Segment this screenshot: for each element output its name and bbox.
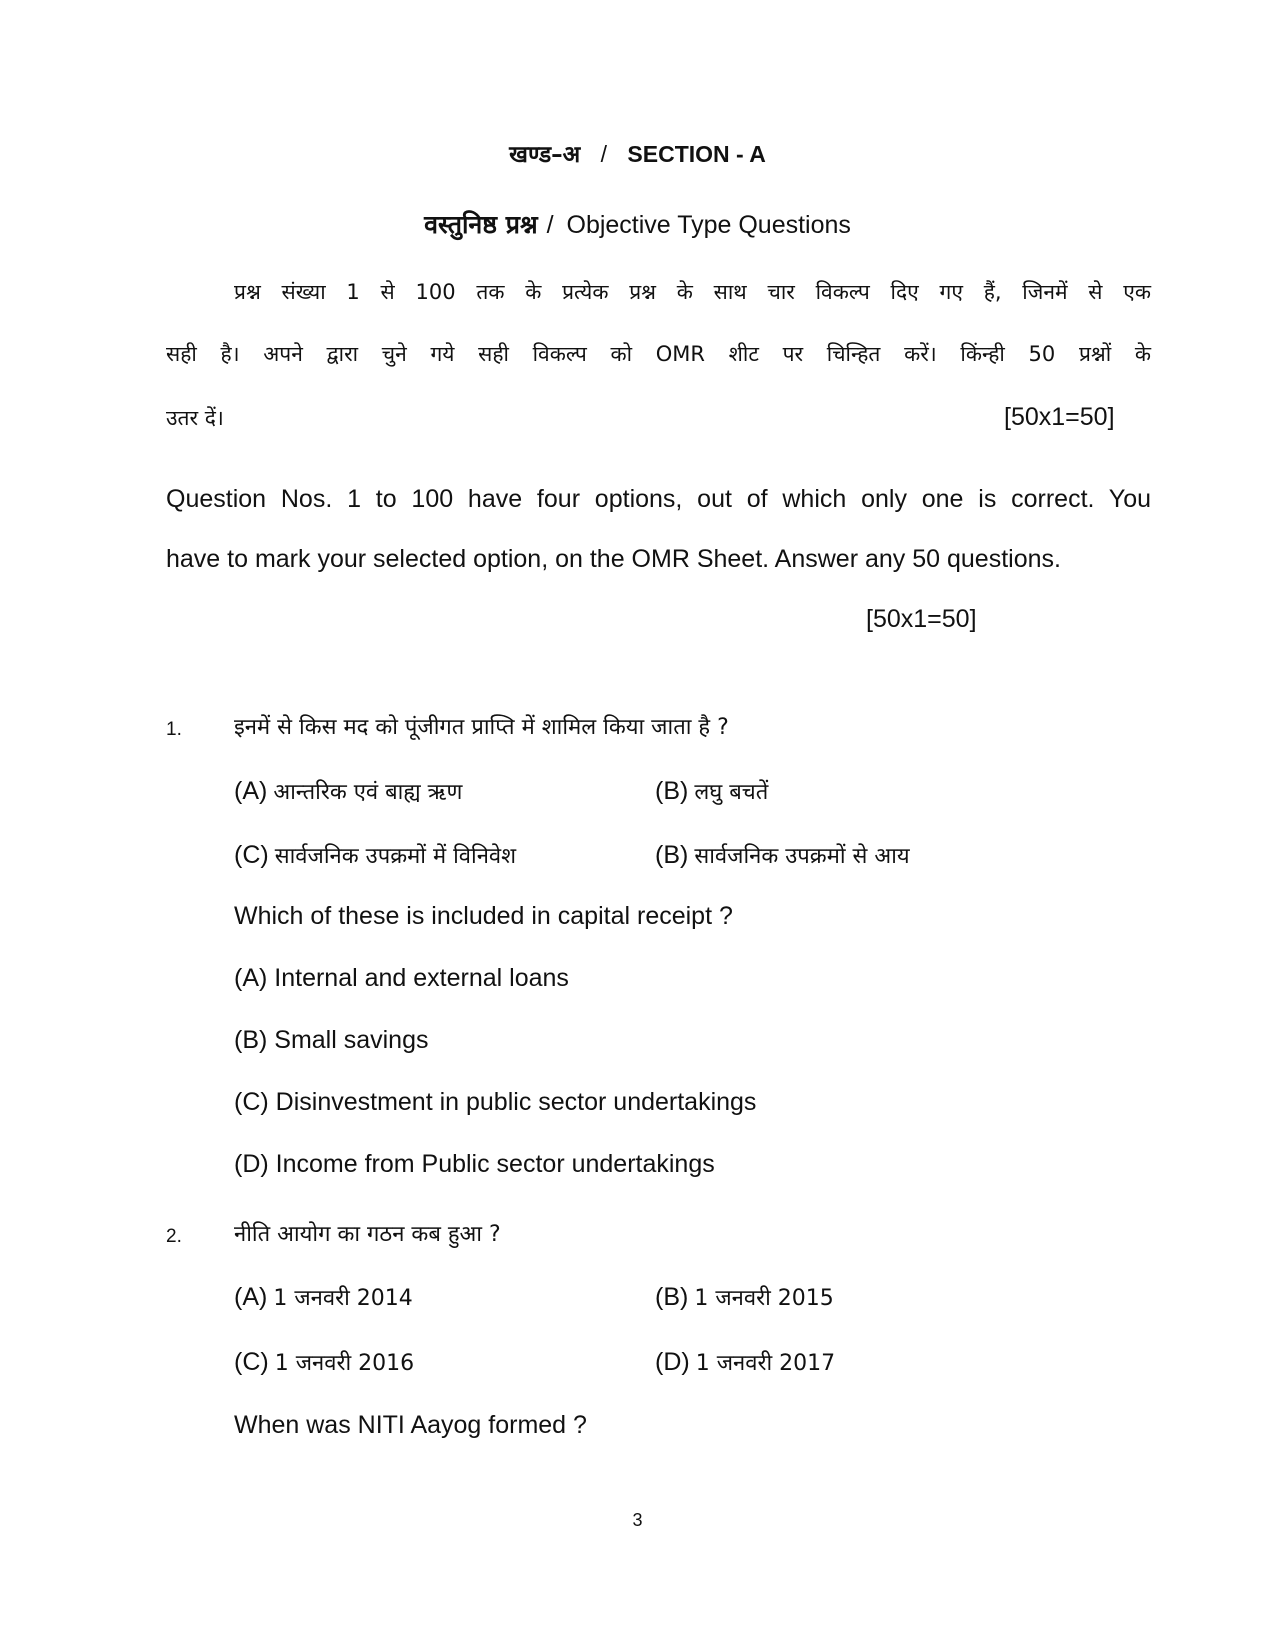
option-text: लघु बचतें bbox=[694, 780, 769, 805]
objective-slash: / bbox=[546, 211, 554, 239]
hindi-instruction-line-3: उतर दें। bbox=[166, 406, 224, 430]
option-label: (A) bbox=[234, 1283, 268, 1311]
question-2-english: When was NITI Aayog formed ? bbox=[234, 1411, 587, 1439]
option-label: (B) bbox=[655, 777, 689, 805]
question-2-hindi: नीति आयोग का गठन कब हुआ ? bbox=[234, 1222, 501, 1247]
option-label: (C) bbox=[234, 841, 269, 869]
question-1-hindi: इनमें से किस मद को पूंजीगत प्राप्ति में शामिल किया जाता है ? bbox=[234, 715, 729, 740]
option-text: 1 जनवरी 2017 bbox=[695, 1351, 836, 1376]
option-label: (A) bbox=[234, 777, 268, 805]
option-text: सार्वजनिक उपक्रमों में विनिवेश bbox=[274, 844, 517, 869]
q2-hindi-option-a bbox=[234, 1282, 413, 1312]
q1-english-option-a: (A) Internal and external loans bbox=[234, 964, 569, 992]
option-label: (B) bbox=[655, 841, 689, 869]
q1-hindi-option-a bbox=[234, 776, 462, 806]
question-1-english: Which of these is included in capital receipt ? bbox=[234, 902, 733, 930]
objective-heading bbox=[0, 207, 1275, 241]
question-number: 1. bbox=[166, 719, 182, 740]
section-slash: / bbox=[600, 141, 608, 167]
objective-english-title: Objective Type Questions bbox=[566, 211, 851, 239]
section-english-title: SECTION - A bbox=[627, 141, 766, 167]
hindi-instruction-line-2: सही है। अपने द्वारा चुने गये सही विकल्प को OMR शीट पर चिन्हित करें। किंन्ही 50 प्रश्नों के bbox=[166, 342, 1151, 366]
option-text: 1 जनवरी 2014 bbox=[273, 1286, 413, 1311]
section-heading bbox=[0, 137, 1275, 169]
question-number: 2. bbox=[166, 1226, 182, 1247]
option-label: (C) bbox=[234, 1348, 269, 1376]
q2-hindi-option-b bbox=[655, 1282, 834, 1312]
english-instruction-line-2: have to mark your selected option, on the OMR Sheet. Answer any 50 questions. bbox=[166, 545, 1061, 573]
hindi-instruction-line-1: प्रश्न संख्या 1 से 100 तक के प्रत्येक प्रश्न के साथ चार विकल्प दिए गए हैं, जिनमें से एक bbox=[234, 280, 1151, 304]
q1-english-option-d: (D) Income from Public sector undertakings bbox=[234, 1150, 715, 1178]
q2-hindi-option-d bbox=[655, 1347, 835, 1377]
q1-hindi-option-d bbox=[655, 840, 910, 870]
q1-english-option-b: (B) Small savings bbox=[234, 1026, 429, 1054]
option-text: सार्वजनिक उपक्रमों से आय bbox=[694, 844, 910, 869]
page-number: 3 bbox=[632, 1510, 643, 1530]
section-hindi-title: खण्ड–अ bbox=[509, 142, 581, 168]
q1-hindi-option-b bbox=[655, 776, 768, 806]
objective-hindi-title: वस्तुनिष्ठ प्रश्न bbox=[424, 210, 538, 239]
option-text: 1 जनवरी 2015 bbox=[694, 1286, 834, 1311]
hindi-marks: [50x1=50] bbox=[1004, 403, 1115, 431]
option-text: 1 जनवरी 2016 bbox=[274, 1351, 415, 1376]
english-instruction-line-1: Question Nos. 1 to 100 have four options, out of which only one is correct. You bbox=[166, 485, 1151, 513]
q1-hindi-option-c bbox=[234, 840, 516, 870]
option-text: आन्तरिक एवं बाह्य ऋण bbox=[273, 780, 463, 805]
option-label: (D) bbox=[655, 1348, 690, 1376]
english-marks: [50x1=50] bbox=[866, 605, 977, 633]
q2-hindi-option-c bbox=[234, 1347, 414, 1377]
q1-english-option-c: (C) Disinvestment in public sector undertakings bbox=[234, 1088, 757, 1116]
option-label: (B) bbox=[655, 1283, 689, 1311]
